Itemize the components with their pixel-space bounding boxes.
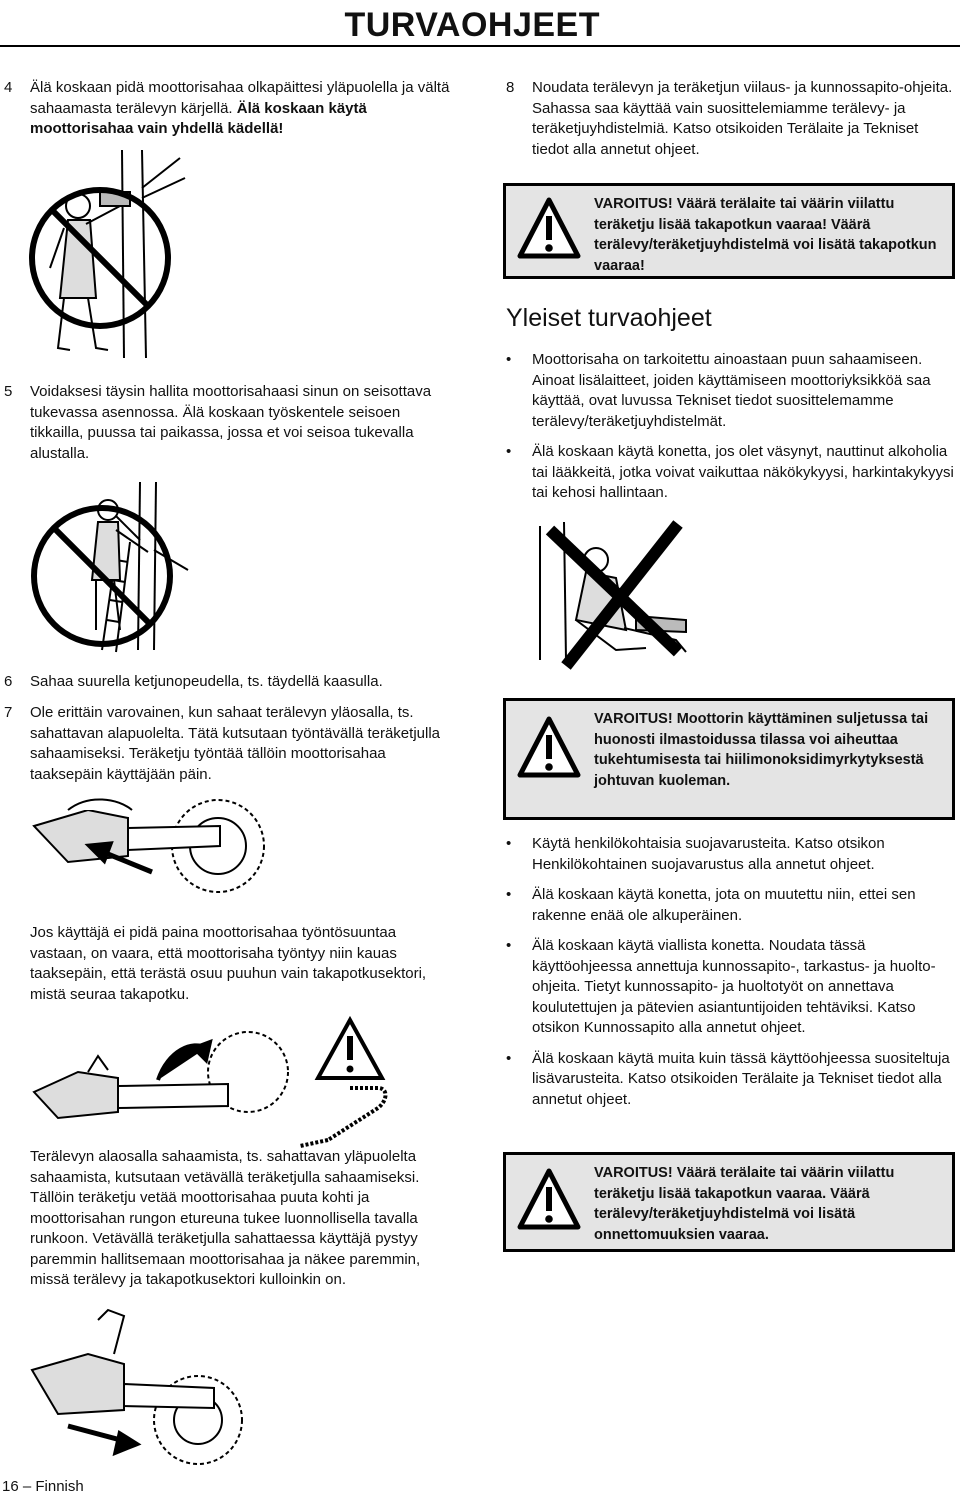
- list-item: • Älä koskaan käytä konetta, jos olet väsynyt, nauttinut alkoholia tai lääkkeitä, jotka voivat vaikuttaa näkökykyysi, harkintakykyysi tai kehosi hallintaan.: [506, 442, 958, 504]
- warning-label: VAROITUS!: [594, 1165, 673, 1181]
- warning-body: Väärä terälaite tai väärin viilattu teräketju lisää takapotkun vaaraa! Väärä terälevy/teräketjuyhdistelmä voi lisätä takapotkun vaaraa!: [594, 196, 937, 274]
- warning-box-carbon-monoxide: [503, 698, 955, 820]
- list-item: • Käytä henkilökohtaisia suojavarusteita. Katso otsikon Henkilökohtainen suojavarustus alla annetut ohjeet.: [506, 834, 958, 875]
- prohibited-overhead-sawing-illustration: [30, 148, 190, 368]
- warning-label: VAROITUS!: [594, 711, 673, 727]
- warning-triangle-icon: [516, 715, 582, 781]
- kickback-illustration: [28, 1020, 398, 1150]
- item-5: [4, 382, 454, 464]
- list-item: • Älä koskaan käytä konetta, jota on muutettu niin, ettei sen rakenne enää ole alkuperäinen.: [506, 885, 958, 926]
- page-number: 16: [2, 1478, 19, 1495]
- warning-body: Moottorin käyttäminen suljetussa tai huonosti ilmastoidussa tilassa voi aiheuttaa tukehtumisesta tai hiilimonoksidimyrkytyksestä johtuvan kuoleman.: [594, 711, 929, 789]
- bullet-list-equipment: [506, 834, 958, 1120]
- list-item: • Moottorisaha on tarkoitettu ainoastaan puun sahaamiseen. Ainoat lisälaitteet, joiden käyttämiseen moottoriyksikköä saa käyttää, ovat luvussa Tekniset tiedot suosittelemamme terälevy/teräketjuyhdistelmät.: [506, 350, 958, 432]
- item-4: [4, 78, 454, 140]
- warning-box-accidents: [503, 1152, 955, 1252]
- item-text: Sahaa suurella ketjunopeudella, ts. täydellä kaasulla.: [30, 673, 383, 690]
- tree-trunk: [122, 150, 185, 358]
- warning-triangle-icon: [516, 1167, 582, 1233]
- warning-text: [594, 1163, 938, 1245]
- item-number: 8: [506, 79, 515, 96]
- list-item: • Älä koskaan käytä muita kuin tässä käyttöohjeessa suositeltuja lisävarusteita. Katso otsikoiden Terälaite ja Tekniset tiedot alla annetut ohjeet.: [506, 1049, 958, 1111]
- push-chain-illustration: [28, 796, 278, 906]
- bullet-list-general: [506, 350, 958, 514]
- item-number: 4: [4, 79, 13, 96]
- item-text: Älä koskaan pidä moottorisahaa olkapäittesi yläpuolella ja vältä sahaamasta terälevyn kärjellä.: [30, 79, 450, 117]
- item-6: [4, 672, 454, 693]
- prohibited-tired-operator-illustration: [536, 520, 716, 670]
- item-7: [4, 703, 454, 785]
- warning-label: VAROITUS!: [594, 196, 673, 212]
- chainsaw: [32, 1310, 214, 1414]
- item-number: 7: [4, 704, 13, 721]
- push-chain-paragraph: Jos käyttäjä ei pidä paina moottorisahaa työntösuuntaa vastaan, on vaara, että moottorisaha työntyy niin kauas taaksepäin, että terästä osuu puuhun vain takapotkusektori, mistä seuraa takapotku.: [30, 924, 427, 1003]
- pull-chain-illustration: [28, 1310, 248, 1470]
- item-number: 6: [4, 673, 13, 690]
- page-title: TURVAOHJEET: [344, 6, 600, 44]
- footer-dash: –: [22, 1478, 32, 1495]
- arrow-icon: [158, 1042, 210, 1080]
- warning-triangle-icon: [318, 1020, 382, 1078]
- section-title: Yleiset turvaohjeet: [506, 304, 712, 332]
- item-text: Voidaksesi täysin hallita moottorisahaasi sinun on seisottava tukevassa asennossa. Älä koskaan työskentele seisoen tikkailla, puussa tai paikassa, jossa et voi seisoa tukevalla alustalla.: [30, 383, 432, 462]
- warning-body: Väärä terälaite tai väärin viilattu teräketju lisää takapotkun vaaraa. Väärä terälevy/teräketjuyhdistelmä voi lisätä onnettomuuksien vaaraa.: [594, 1165, 895, 1243]
- guide-bar: [300, 1088, 386, 1146]
- item-text-bold: Älä koskaan käytä moottorisahaa vain yhdellä kädellä!: [30, 99, 367, 137]
- prohibition-sign-icon: [32, 190, 168, 326]
- item-8: [506, 78, 956, 160]
- header-rule: [0, 45, 960, 47]
- footer-language: Finnish: [35, 1478, 84, 1495]
- item-number: 5: [4, 383, 13, 400]
- page-footer: [2, 1478, 84, 1495]
- pull-chain-paragraph: Terälevyn alaosalla sahaamista, ts. sahattavan yläpuolelta sahaamista, kutsutaan vetävällä teräketjulla sahaamiseksi. Tällöin teräketju vetää moottorisahaa puuta kohti ja moottorisahan rungon etureuna tukee luonnollisella tavalla runkoon. Vetävällä teräketjulla sahattaessa käyttäjä pystyy paremmin hallitsemaan moottorisahaa ja näkee paremmin, missä terälevy ja takapotkusektori kulloinkin on.: [30, 1148, 421, 1288]
- chainsaw: [34, 1056, 228, 1118]
- warning-text: [594, 194, 938, 276]
- list-item: • Älä koskaan käytä viallista konetta. Noudata tässä käyttöohjeessa annettuja kunnossapito-, tarkastus- ja huolto-ohjeita. Tietyt kunnossapito- ja huoltotyöt on annettava koulutettujen ja pätevien asiantuntijoiden tehtäviksi. Katso otsikon Kunnossapito alla annetut ohjeet.: [506, 936, 958, 1039]
- item-text: Ole erittäin varovainen, kun sahaat terälevyn yläosalla, ts. sahattavan alapuolelta. Tätä kutsutaan työntävällä teräketjulla sahaamiseksi. Teräketju työntää tällöin moottorisahaa taaksepäin käyttäjään päin.: [30, 704, 440, 783]
- item-text: Noudata terälevyn ja teräketjun viilaus- ja kunnossapito-ohjeita. Sahassa saa käyttää vain suosittelemiamme terälevy- ja teräketjuyhdistelmiä. Katso otsikoiden Terälaite ja Tekniset tiedot alla annetut ohjeet.: [532, 79, 953, 158]
- arrow-icon: [68, 1426, 136, 1452]
- warning-text: [594, 709, 938, 791]
- warning-box-kickback: [503, 183, 955, 279]
- prohibited-ladder-illustration: [30, 480, 190, 660]
- warning-triangle-icon: [516, 196, 582, 262]
